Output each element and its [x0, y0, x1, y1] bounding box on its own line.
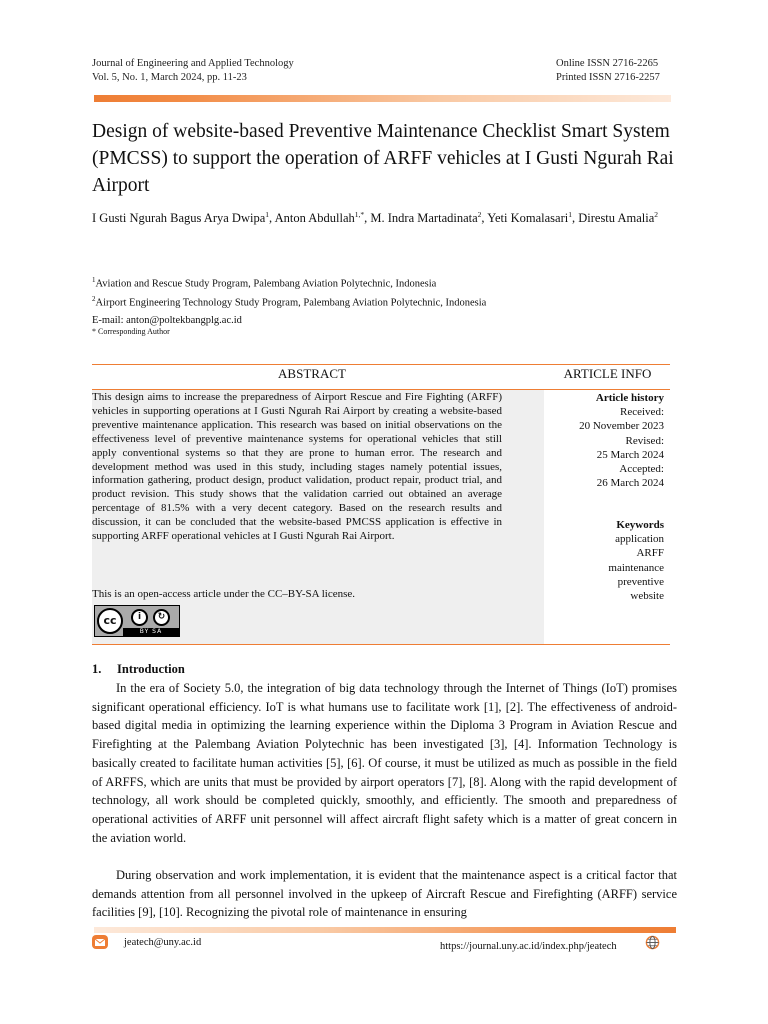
article-info-heading: ARTICLE INFO	[563, 366, 652, 381]
body-paragraph: During observation and work implementation, it is evident that the maintenance aspect is a critical factor that demands attention from all personnel involved in the upkeep of Aircraft Rescue and Firefighting (ARFF) service facilities [9], [10]. Recognizing the pivotal role of maintenance in ensuring	[92, 868, 677, 920]
affiliations	[92, 273, 692, 310]
affiliation-1: $^1$Aviation and Rescue Study Program, Palembang Aviation Polytechnic, Indonesia	[92, 276, 437, 290]
by-sa-label: BY SA	[123, 628, 179, 636]
author: I Gusti Ngurah Bagus Arya Dwipa$^1$,	[92, 210, 275, 226]
keywords-label: Keywords	[616, 519, 664, 531]
article-history-label: Article history	[595, 392, 664, 404]
author: Anton Abdullah$^{1,*}$,	[274, 210, 371, 226]
table-bottom-rule	[92, 644, 670, 645]
footer-journal-url[interactable]: https://journal.uny.ac.id/index.php/jeatech	[440, 941, 617, 952]
history-line: 20 November 2023	[579, 420, 664, 433]
keywords	[545, 518, 664, 603]
cc-icon: cc	[97, 608, 123, 634]
history-line: 25 March 2024	[596, 448, 664, 461]
footer-email-link[interactable]: jeatech@uny.ac.id	[124, 937, 202, 948]
journal-name: Journal of Engineering and Applied Technology	[92, 58, 294, 69]
globe-icon	[645, 935, 660, 950]
author: Direstu Amalia$^2$	[578, 210, 659, 226]
corresponding-email: E-mail: anton@poltekbangplg.ac.id	[92, 315, 242, 326]
printed-issn: Printed ISSN 2716-2257	[556, 71, 660, 83]
open-access-statement: This is an open-access article under the CC–BY-SA license.	[92, 588, 356, 600]
section-heading	[92, 661, 185, 677]
mail-icon	[92, 935, 108, 949]
keyword: maintenance	[608, 561, 664, 574]
author-list	[92, 206, 682, 227]
article-history	[545, 391, 664, 490]
keyword: website	[630, 590, 664, 603]
footer-accent-bar	[94, 927, 676, 933]
journal-header	[92, 57, 294, 84]
table-top-rule	[92, 364, 670, 365]
section-title: Introduction	[117, 662, 185, 676]
history-line: Accepted:	[619, 463, 664, 476]
paper-title: Design of website-based Preventive Maintenance Checklist Smart System (PMCSS) to support the operation of ARFF vehicles at I Gusti Ngurah Rai Airport	[92, 121, 674, 196]
cc-by-sa-badge[interactable]	[94, 605, 180, 637]
corresponding-note: * Corresponding Author	[92, 327, 170, 336]
keyword: ARFF	[636, 547, 664, 560]
keyword: preventive	[617, 575, 664, 588]
history-line: Received:	[620, 406, 664, 419]
body-paragraph: In the era of Society 5.0, the integration of big data technology through the Internet of Things (IoT) promises significant operational efficiency. IoT is what humans use to facilitate work [1], [2]. The effectiveness of android-based digital media in optimizing the learning experience within the Diploma 3 Program in Aviation Rescue and Firefighting at the Palembang Aviation Polytechnic has been investigated [3], [4]. Information Technology is basically created to facilitate human activities [5], [6]. Of course, it must be utilized as much as possible in the field of ARFFS, which are units that must be provided by airport operators [7], [8]. Along with the rapid development of technology, all work should be completed quickly, smoothly, and efficiently. The smooth and preparedness of operational activities of ARFF unit personnel will affect aircraft flight safety which is a matter of great concern in the aviation world.	[92, 681, 677, 845]
section-number: 1.	[92, 662, 102, 676]
online-issn: Online ISSN 2716-2265	[556, 58, 659, 69]
author: M. Indra Martadinata$^2$,	[370, 210, 488, 226]
history-line: Revised:	[625, 434, 664, 447]
history-line: 26 March 2024	[596, 477, 664, 490]
keyword: application	[615, 533, 664, 546]
person-icon: i	[131, 609, 148, 626]
abstract-text: This design aims to increase the preparedness of Airport Rescue and Fire Fighting (ARFF) vehicles in supporting operations at I Gusti Ngurah Rai Airport by creating a website-based preventive maintenance application. This research was based on initial observations on the effectiveness level of preventive maintenance systems for operational vehicles that still apply conventional systems so that they are prone to human error. The research and development method was used in this study, including stages namely potential issues, information gathering, product design, product validation, product repair, product trial, and product revision. This study shows that the validation carried out obtained an average percentage of 81.5% with a very decent category. Based on the research results and discussion, it can be concluded that the website-based PMCSS application is effective in supporting ARFF operational vehicles at I Gusti Ngurah Rai Airport.	[92, 391, 502, 543]
journal-volume: Vol. 5, No. 1, March 2024, pp. 11-23	[92, 71, 247, 83]
share-alike-icon: ↻	[153, 609, 170, 626]
header-accent-bar	[94, 95, 671, 102]
issn-block	[556, 57, 660, 84]
author: Yeti Komalasari$^1$,	[487, 210, 579, 226]
affiliation-2: $^2$Airport Engineering Technology Study Program, Palembang Aviation Polytechnic, Indonesia	[92, 294, 487, 308]
abstract-heading: ABSTRACT	[278, 366, 346, 381]
